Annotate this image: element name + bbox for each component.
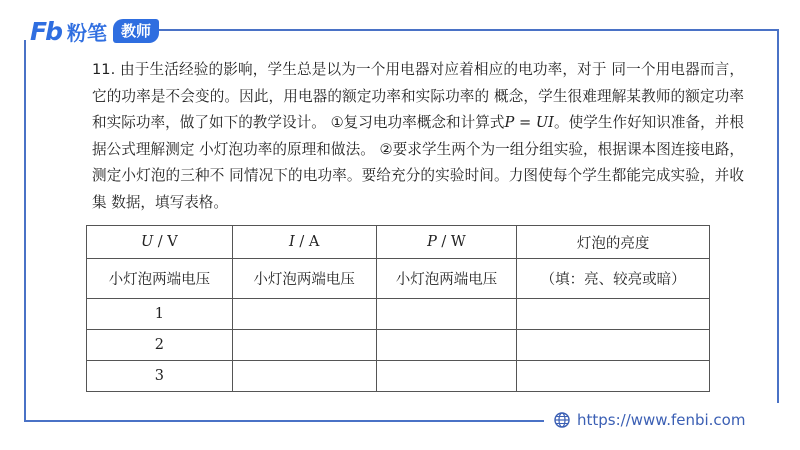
- table-header-row: [87, 226, 710, 259]
- header-cell-power: P / W: [376, 226, 517, 259]
- table-cell: 1: [87, 299, 233, 330]
- frame-right-line: [777, 29, 779, 403]
- subheader-cell: 小灯泡两端电压: [376, 259, 517, 299]
- table-cell: [376, 299, 517, 330]
- data-table: [86, 225, 710, 392]
- table-row: [87, 299, 710, 330]
- table-cell: [517, 361, 710, 392]
- table-cell: [376, 330, 517, 361]
- logo-brand-name: 粉笔: [66, 20, 107, 45]
- header-cell-voltage: U / V: [87, 226, 233, 259]
- table-row: [87, 330, 710, 361]
- subheader-cell: 小灯泡两端电压: [87, 259, 233, 299]
- table-cell: 2: [87, 330, 233, 361]
- brand-logo[interactable]: [30, 16, 159, 46]
- frame-bottom-line: [24, 420, 544, 422]
- table-subheader-row: [87, 259, 710, 299]
- question-text: [92, 57, 744, 216]
- frame-left-line: [24, 40, 26, 421]
- subheader-cell: 小灯泡两端电压: [232, 259, 376, 299]
- table-cell: 3: [87, 361, 233, 392]
- table-cell: [232, 330, 376, 361]
- table-cell: [517, 330, 710, 361]
- table-cell: [232, 361, 376, 392]
- globe-icon: [554, 412, 570, 428]
- header-cell-brightness: 灯泡的亮度: [517, 226, 710, 259]
- table-cell: [376, 361, 517, 392]
- table-cell: [517, 299, 710, 330]
- subheader-cell: （填：亮、较亮或暗）: [517, 259, 710, 299]
- question-part-1: 11. 由于生活经验的影响，学生总是以为一个用电器对应着相应的电功率，对于 同一个用电器而言，它的功率是不会变的。因此，用电器的额定功率和实际功率的 概念，学生很难理解某教师的额定功率和实际功率，做了如下的教学设计。 ①复习电功率概念和计算式: [92, 61, 744, 131]
- site-url-text: https://www.fenbi.com: [577, 411, 746, 429]
- header-cell-current: I / A: [232, 226, 376, 259]
- table-row: [87, 361, 710, 392]
- logo-mark: Fb: [30, 16, 61, 46]
- site-url-link[interactable]: [554, 409, 745, 431]
- frame-top-line: [148, 29, 778, 31]
- question-part-2: 。使学生作好知识准备，并根据公式理解测定 小灯泡功率的原理和做法。 ②要求学生两个为一组分组实验，根据课本图连接电路，测定小灯泡的三种不 同情况下的电功率。要给充分的实验时间。力图使每个学生都能完成实验，并收集 数据，填写表格。: [92, 114, 745, 211]
- power-formula: P = UI: [504, 114, 554, 131]
- table-cell: [232, 299, 376, 330]
- logo-badge: 教师: [113, 19, 159, 43]
